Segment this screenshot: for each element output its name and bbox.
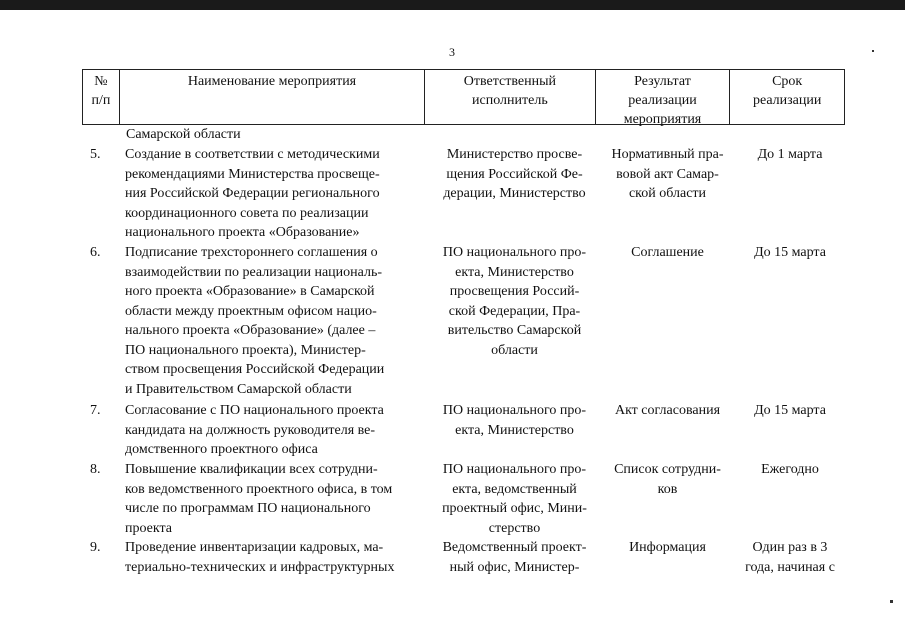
responsible-executor-line: екта, Министерство: [455, 264, 574, 280]
activity-result-line: Нормативный пра-: [611, 147, 724, 162]
activity-name-line: Подписание трехстороннего соглашения о: [125, 245, 378, 260]
activity-name-line: Повышение квалификации всех сотрудни-: [125, 462, 378, 477]
activity-name-line: ния Российской Федерации регионального: [125, 186, 380, 201]
responsible-executor-line: ПО национального про-: [442, 245, 587, 260]
activity-name-line: числе по программам ПО национального: [125, 501, 371, 516]
row-number: 8.: [90, 462, 101, 477]
header-executor-line: исполнитель: [472, 93, 548, 108]
responsible-executor-line: ный офис, Министер-: [449, 559, 580, 575]
responsible-executor-line: ПО национального про-: [442, 403, 587, 418]
activity-name-line: координационного совета по реализации: [125, 205, 369, 221]
header-num: [83, 70, 120, 124]
responsible-executor-line: просвещения Россий-: [449, 284, 580, 299]
header-result-line: реализации: [628, 93, 697, 108]
responsible-executor-line: ской Федерации, Пра-: [448, 303, 581, 319]
responsible-executor-line: Министерство просве-: [446, 147, 583, 162]
responsible-executor: [432, 401, 597, 440]
deadline: [734, 460, 846, 480]
activity-result: [600, 538, 735, 558]
deadline-line: До 15 марта: [754, 403, 826, 418]
responsible-executor: [432, 538, 597, 577]
row-number: 7.: [90, 403, 101, 418]
activity-name: [125, 401, 418, 460]
activity-name-line: ков ведомственного проектного офиса, в том: [125, 481, 393, 497]
activity-name-line: области между проектным офисом нацио-: [125, 303, 377, 319]
deadline: [734, 538, 846, 577]
activity-name-line: домственного проектного офиса: [125, 442, 318, 457]
header-term-line: Срок: [772, 74, 803, 89]
activity-result-line: ской области: [628, 186, 707, 201]
responsible-executor-line: стерство: [488, 520, 541, 536]
deadline-line: До 1 марта: [757, 147, 823, 162]
responsible-executor-line: вительство Самарской: [447, 323, 582, 338]
activity-name: [125, 460, 418, 538]
activity-name-line: Согласование с ПО национального проекта: [125, 403, 384, 418]
activity-name-line: проекта: [125, 520, 172, 536]
activity-result-line: Соглашение: [631, 245, 704, 260]
page-number: 3: [449, 45, 455, 59]
header-executor-line: Ответственный: [463, 74, 556, 89]
header-num-line: п/п: [91, 93, 111, 108]
responsible-executor: [432, 243, 597, 360]
activity-name-line: ПО национального проекта), Министер-: [125, 342, 366, 358]
activity-name-line: Проведение инвентаризации кадровых, ма-: [125, 540, 384, 555]
activity-name: [125, 538, 418, 577]
activity-name-line: териально-технических и инфраструктурных: [125, 559, 395, 575]
activity-result-line: ков: [657, 481, 678, 497]
responsible-executor-line: екта, Министерство: [455, 422, 574, 438]
header-executor: [425, 70, 596, 124]
responsible-executor-line: Ведомственный проект-: [442, 540, 587, 555]
row-number: 5.: [90, 147, 101, 162]
activity-result-line: Акт согласования: [614, 403, 721, 418]
responsible-executor: [432, 460, 597, 538]
activity-name-line: ного проекта «Образование» в Самарской: [125, 284, 375, 299]
activity-name-line: Создание в соответствии с методическими: [125, 147, 380, 162]
activity-result-line: Список сотрудни-: [614, 462, 721, 477]
continuation-text: Самарской области: [126, 127, 241, 142]
activity-name-line: ством просвещения Российской Федерации: [125, 362, 385, 377]
row-number: 9.: [90, 540, 101, 555]
deadline-line: года, начиная с: [745, 559, 835, 575]
deadline: [734, 145, 846, 165]
scan-speck: [890, 600, 893, 603]
activity-result: [600, 145, 735, 204]
activity-result: [600, 460, 735, 499]
scan-speck: [872, 50, 874, 52]
deadline: [734, 243, 846, 263]
activity-name-line: нального проекта «Образование» (далее –: [125, 323, 376, 338]
activity-result: [600, 243, 735, 263]
table-header: [82, 69, 845, 125]
deadline-line: Один раз в 3: [752, 540, 828, 555]
activity-result-line: Информация: [629, 540, 706, 555]
header-term: [730, 70, 844, 124]
header-term-line: реализации: [752, 93, 822, 108]
deadline: [734, 401, 846, 421]
activity-result: [600, 401, 735, 421]
activity-name-line: и Правительством Самарской области: [125, 381, 352, 397]
header-num-line: №: [94, 74, 108, 89]
activity-name-line: взаимодействии по реализации националь-: [125, 264, 383, 280]
responsible-executor: [432, 145, 597, 204]
activity-result-line: вовой акт Самар-: [616, 166, 719, 182]
header-result-line: мероприятия: [623, 112, 702, 127]
deadline-line: Ежегодно: [761, 462, 819, 477]
responsible-executor-line: екта, ведомственный: [452, 481, 577, 497]
responsible-executor-line: области: [491, 342, 538, 358]
responsible-executor-line: дерации, Министерство: [443, 186, 586, 201]
responsible-executor-line: щения Российской Фе-: [446, 166, 583, 182]
header-result: [596, 70, 731, 127]
activity-name: [125, 145, 418, 243]
row-number: 6.: [90, 245, 101, 260]
activity-name: [125, 243, 418, 399]
deadline-line: До 15 марта: [754, 245, 826, 260]
scan-top-border: [0, 0, 905, 10]
header-name: Наименование мероприятия: [120, 70, 425, 124]
responsible-executor-line: ПО национального про-: [442, 462, 587, 477]
activity-name-line: национального проекта «Образование»: [125, 225, 360, 240]
header-result-line: Результат: [634, 74, 691, 89]
activity-name-line: рекомендациями Министерства просвеще-: [125, 166, 380, 182]
responsible-executor-line: проектный офис, Мини-: [442, 501, 587, 516]
activity-name-line: кандидата на должность руководителя ве-: [125, 422, 376, 438]
